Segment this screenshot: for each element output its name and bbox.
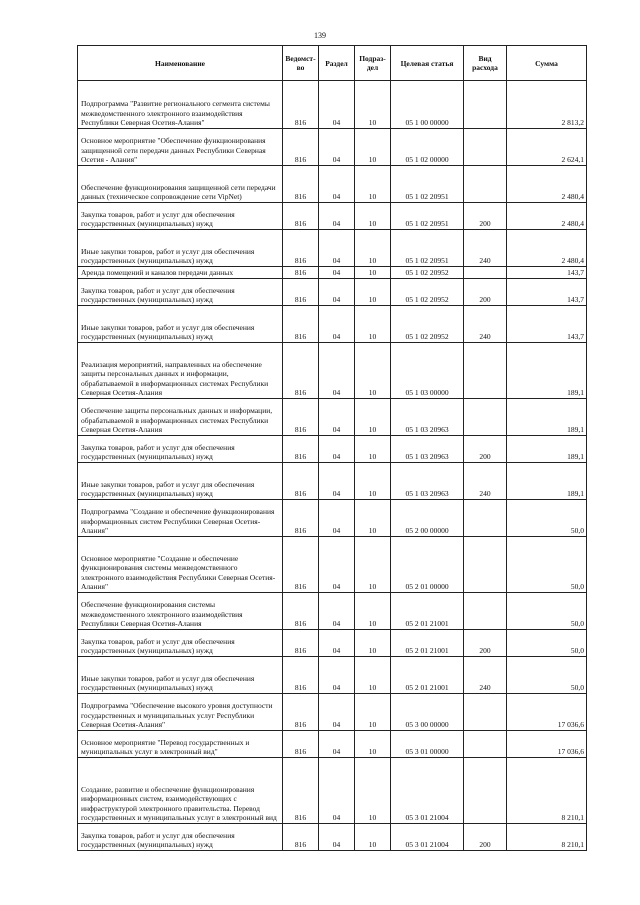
row-exp-type	[464, 81, 507, 129]
row-section: 04	[319, 694, 355, 731]
row-dept: 816	[283, 279, 319, 306]
row-exp-type	[464, 500, 507, 537]
row-target: 05 1 02 20952	[391, 279, 464, 306]
row-sum: 2 480,4	[507, 166, 587, 203]
row-dept: 816	[283, 436, 319, 463]
row-section: 04	[319, 343, 355, 399]
row-dept: 816	[283, 166, 319, 203]
row-exp-type: 240	[464, 306, 507, 343]
row-sum: 143,7	[507, 267, 587, 279]
row-exp-type	[464, 166, 507, 203]
row-section: 04	[319, 436, 355, 463]
row-section: 04	[319, 824, 355, 851]
row-subsection: 10	[355, 166, 391, 203]
page-number: 139	[314, 31, 326, 40]
row-section: 04	[319, 399, 355, 436]
header-name: Наименование	[78, 46, 283, 81]
row-sum: 189,1	[507, 399, 587, 436]
row-section: 04	[319, 537, 355, 593]
row-exp-type: 240	[464, 657, 507, 694]
row-target: 05 2 01 21001	[391, 630, 464, 657]
row-subsection: 10	[355, 81, 391, 129]
row-target: 05 1 02 20952	[391, 267, 464, 279]
row-subsection: 10	[355, 500, 391, 537]
row-exp-type	[464, 731, 507, 758]
row-subsection: 10	[355, 306, 391, 343]
row-subsection: 10	[355, 436, 391, 463]
row-target: 05 1 02 20951	[391, 203, 464, 230]
row-name: Подпрограмма "Обеспечение высокого уровня доступности государственных и муниципальных услуг Республики Северная Осетия-Алания"	[78, 694, 283, 731]
table-row	[78, 399, 587, 436]
row-section: 04	[319, 279, 355, 306]
row-name: Основное мероприятие "Создание и обеспечение функционирования системы межведомственного электронного взаимодействия Республики Северная Осетия-Алания"	[78, 537, 283, 593]
row-dept: 816	[283, 500, 319, 537]
table-row	[78, 203, 587, 230]
table-row	[78, 230, 587, 267]
row-name: Реализация мероприятий, направленных на обеспечение защиты персональных данных и информации, обрабатываемой в информационных системах Республики Северная Осетия-Алания	[78, 343, 283, 399]
row-dept: 816	[283, 81, 319, 129]
table-row	[78, 343, 587, 399]
row-subsection: 10	[355, 399, 391, 436]
table-row	[78, 758, 587, 824]
row-dept: 816	[283, 694, 319, 731]
row-target: 05 1 02 20952	[391, 306, 464, 343]
row-name: Аренда помещений и каналов передачи данных	[78, 267, 283, 279]
row-section: 04	[319, 267, 355, 279]
row-section: 04	[319, 81, 355, 129]
row-sum: 2 480,4	[507, 203, 587, 230]
row-subsection: 10	[355, 657, 391, 694]
row-sum: 17 036,6	[507, 694, 587, 731]
row-dept: 816	[283, 343, 319, 399]
row-subsection: 10	[355, 343, 391, 399]
row-subsection: 10	[355, 824, 391, 851]
row-section: 04	[319, 657, 355, 694]
table-row	[78, 306, 587, 343]
row-target: 05 1 00 00000	[391, 81, 464, 129]
row-target: 05 3 01 21004	[391, 758, 464, 824]
row-dept: 816	[283, 657, 319, 694]
row-dept: 816	[283, 399, 319, 436]
row-section: 04	[319, 306, 355, 343]
row-dept: 816	[283, 306, 319, 343]
row-target: 05 1 03 20963	[391, 436, 464, 463]
row-target: 05 1 02 20951	[391, 166, 464, 203]
row-target: 05 1 03 00000	[391, 343, 464, 399]
row-dept: 816	[283, 267, 319, 279]
row-sum: 50,0	[507, 593, 587, 630]
row-sum: 50,0	[507, 500, 587, 537]
table-row	[78, 463, 587, 500]
row-exp-type	[464, 343, 507, 399]
row-exp-type	[464, 758, 507, 824]
row-dept: 816	[283, 731, 319, 758]
table-row	[78, 436, 587, 463]
budget-table	[77, 45, 587, 851]
row-exp-type	[464, 129, 507, 166]
row-exp-type	[464, 267, 507, 279]
row-name: Закупка товаров, работ и услуг для обеспечения государственных (муниципальных) нужд	[78, 824, 283, 851]
row-subsection: 10	[355, 537, 391, 593]
table-row	[78, 81, 587, 129]
row-name: Закупка товаров, работ и услуг для обеспечения государственных (муниципальных) нужд	[78, 279, 283, 306]
row-subsection: 10	[355, 694, 391, 731]
row-dept: 816	[283, 537, 319, 593]
row-sum: 2 480,4	[507, 230, 587, 267]
row-section: 04	[319, 463, 355, 500]
row-section: 04	[319, 203, 355, 230]
row-sum: 50,0	[507, 537, 587, 593]
table-row	[78, 824, 587, 851]
row-subsection: 10	[355, 630, 391, 657]
table-row	[78, 129, 587, 166]
row-target: 05 1 02 20951	[391, 230, 464, 267]
table-row	[78, 500, 587, 537]
row-target: 05 2 00 00000	[391, 500, 464, 537]
row-section: 04	[319, 166, 355, 203]
row-name: Закупка товаров, работ и услуг для обеспечения государственных (муниципальных) нужд	[78, 436, 283, 463]
table-row	[78, 537, 587, 593]
row-section: 04	[319, 129, 355, 166]
row-target: 05 3 00 00000	[391, 694, 464, 731]
row-sum: 189,1	[507, 436, 587, 463]
row-name: Иные закупки товаров, работ и услуг для обеспечения государственных (муниципальных) нужд	[78, 306, 283, 343]
row-exp-type	[464, 593, 507, 630]
row-name: Подпрограмма "Развитие регионального сегмента системы межведомственного электронного взаимодействия Республики Северная Осетия-Алания"	[78, 81, 283, 129]
row-target: 05 1 02 00000	[391, 129, 464, 166]
row-name: Иные закупки товаров, работ и услуг для обеспечения государственных (муниципальных) нужд	[78, 230, 283, 267]
table-row	[78, 731, 587, 758]
row-section: 04	[319, 500, 355, 537]
row-exp-type	[464, 537, 507, 593]
row-subsection: 10	[355, 463, 391, 500]
row-target: 05 1 03 20963	[391, 463, 464, 500]
row-dept: 816	[283, 758, 319, 824]
row-exp-type: 240	[464, 463, 507, 500]
header-section: Раздел	[319, 46, 355, 81]
row-sum: 2 624,1	[507, 129, 587, 166]
row-section: 04	[319, 593, 355, 630]
row-sum: 189,1	[507, 343, 587, 399]
row-sum: 50,0	[507, 630, 587, 657]
row-sum: 143,7	[507, 306, 587, 343]
row-section: 04	[319, 230, 355, 267]
row-name: Обеспечение функционирования защищенной сети передачи данных (техническое сопровождение сети VipNet)	[78, 166, 283, 203]
row-exp-type: 240	[464, 230, 507, 267]
row-target: 05 1 03 20963	[391, 399, 464, 436]
row-dept: 816	[283, 630, 319, 657]
row-subsection: 10	[355, 593, 391, 630]
row-name: Обеспечение защиты персональных данных и информации, обрабатываемой в информационных системах Республики Северная Осетия-Алания	[78, 399, 283, 436]
row-dept: 816	[283, 824, 319, 851]
row-sum: 50,0	[507, 657, 587, 694]
row-exp-type	[464, 399, 507, 436]
row-target: 05 3 01 21004	[391, 824, 464, 851]
header-dept: Ведомст-во	[283, 46, 319, 81]
row-dept: 816	[283, 129, 319, 166]
row-name: Обеспечение функционирования системы межведомственного электронного взаимодействия Республики Северная Осетия-Алания	[78, 593, 283, 630]
row-dept: 816	[283, 593, 319, 630]
row-section: 04	[319, 731, 355, 758]
row-target: 05 2 01 21001	[391, 657, 464, 694]
table-header-row	[78, 46, 587, 81]
row-sum: 8 210,1	[507, 824, 587, 851]
row-sum: 8 210,1	[507, 758, 587, 824]
row-subsection: 10	[355, 731, 391, 758]
row-section: 04	[319, 758, 355, 824]
table-row	[78, 694, 587, 731]
table-row	[78, 657, 587, 694]
header-sum: Сумма	[507, 46, 587, 81]
row-sum: 143,7	[507, 279, 587, 306]
row-target: 05 2 01 21001	[391, 593, 464, 630]
table-body	[78, 81, 587, 851]
row-dept: 816	[283, 463, 319, 500]
row-sum: 189,1	[507, 463, 587, 500]
row-sum: 2 813,2	[507, 81, 587, 129]
row-name: Иные закупки товаров, работ и услуг для обеспечения государственных (муниципальных) нужд	[78, 463, 283, 500]
row-dept: 816	[283, 230, 319, 267]
row-target: 05 2 01 00000	[391, 537, 464, 593]
row-exp-type: 200	[464, 436, 507, 463]
row-exp-type	[464, 694, 507, 731]
table-row	[78, 593, 587, 630]
row-exp-type: 200	[464, 279, 507, 306]
row-name: Закупка товаров, работ и услуг для обеспечения государственных (муниципальных) нужд	[78, 203, 283, 230]
row-subsection: 10	[355, 230, 391, 267]
row-dept: 816	[283, 203, 319, 230]
row-section: 04	[319, 630, 355, 657]
row-name: Подпрограмма "Создание и обеспечение функционирования информационных систем Республики Северная Осетия-Алания"	[78, 500, 283, 537]
header-subsection: Подраз-дел	[355, 46, 391, 81]
header-exp-type: Вид расхода	[464, 46, 507, 81]
header-target: Целевая статья	[391, 46, 464, 81]
row-sum: 17 036,6	[507, 731, 587, 758]
row-name: Основное мероприятие "Обеспечение функционирования защищенной сети передачи данных Республики Северная Осетия - Алания"	[78, 129, 283, 166]
row-subsection: 10	[355, 758, 391, 824]
row-name: Основное мероприятие "Перевод государственных и муниципальных услуг в электронный вид"	[78, 731, 283, 758]
row-name: Создание, развитие и обеспечение функционирования информационных систем, взаимодействующих с инфраструктурой электронного правительства. Перевод государственных и муниципальных услуг в электронный вид	[78, 758, 283, 824]
row-subsection: 10	[355, 279, 391, 306]
row-subsection: 10	[355, 267, 391, 279]
table-row	[78, 630, 587, 657]
row-target: 05 3 01 00000	[391, 731, 464, 758]
table-row	[78, 267, 587, 279]
row-subsection: 10	[355, 129, 391, 166]
row-name: Закупка товаров, работ и услуг для обеспечения государственных (муниципальных) нужд	[78, 630, 283, 657]
row-subsection: 10	[355, 203, 391, 230]
row-exp-type: 200	[464, 630, 507, 657]
row-name: Иные закупки товаров, работ и услуг для обеспечения государственных (муниципальных) нужд	[78, 657, 283, 694]
row-exp-type: 200	[464, 824, 507, 851]
row-exp-type: 200	[464, 203, 507, 230]
table-row	[78, 166, 587, 203]
table-row	[78, 279, 587, 306]
